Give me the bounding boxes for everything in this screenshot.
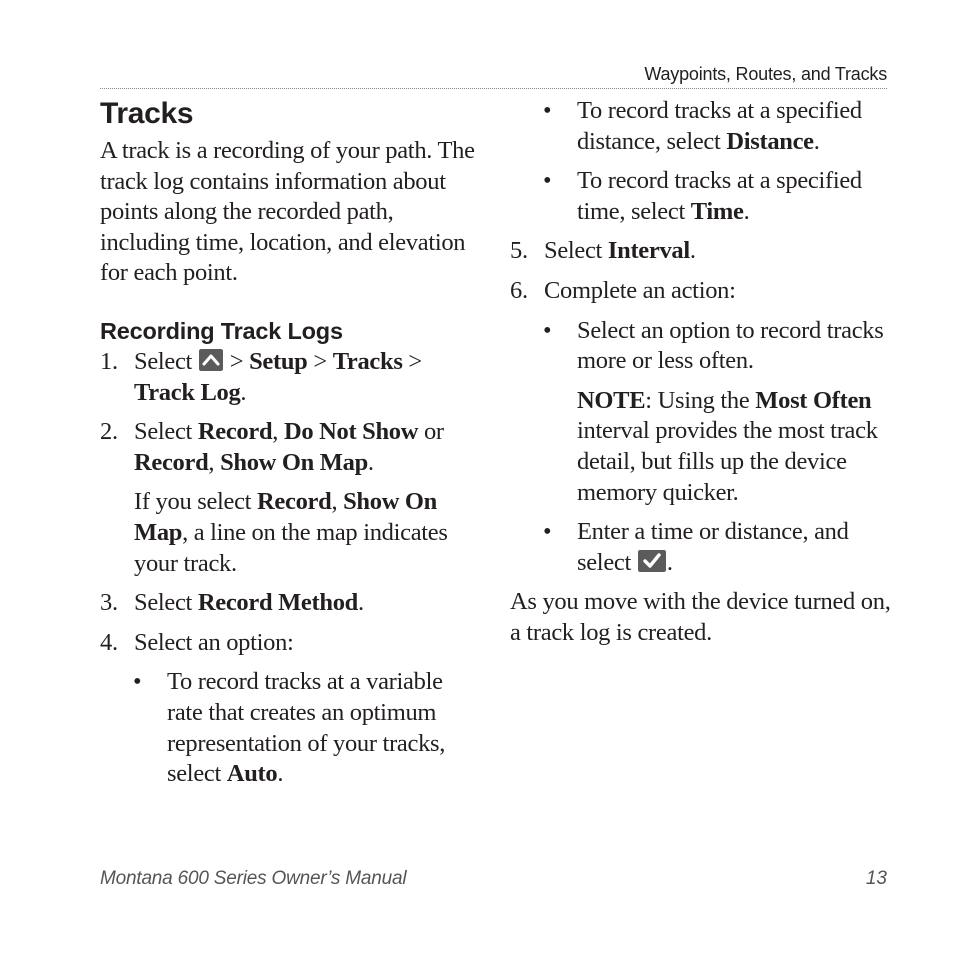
section-heading: Recording Track Logs bbox=[100, 317, 343, 344]
header-rule bbox=[100, 88, 887, 89]
note-paragraph: NOTE: Using the Most Often interval provides the most track detail, but fills up the device memory quicker. bbox=[577, 386, 878, 506]
intro-paragraph: A track is a recording of your path. The track log contains information about points along the recorded path, including time, location, and elevation for each point. bbox=[100, 137, 475, 287]
closing-paragraph: As you move with the device turned on, a track log is created. bbox=[510, 588, 891, 646]
up-arrow-menu-icon bbox=[199, 349, 223, 371]
step-6: 6. Complete an action: bbox=[510, 276, 736, 304]
running-header: Waypoints, Routes, and Tracks bbox=[644, 64, 887, 84]
step-2-note: If you select Record, Show On Map, a line on the map indicates your track. bbox=[134, 488, 448, 577]
page-title: Tracks bbox=[100, 97, 194, 130]
step-2: 2. Select Record, Do Not Show or Record, Show On Map. bbox=[100, 418, 444, 476]
step-1: 1. Select > Setup > Tracks > Track Log. bbox=[100, 347, 422, 406]
footer-manual-title: Montana 600 Series Owner’s Manual bbox=[100, 868, 407, 889]
step-3: 3. Select Record Method. bbox=[100, 589, 364, 617]
page-number: 13 bbox=[865, 868, 887, 889]
left-column bbox=[100, 96, 475, 790]
checkmark-icon bbox=[638, 550, 666, 572]
right-column bbox=[510, 96, 895, 649]
bullet-distance: • To record tracks at a specified distance, select Distance. bbox=[543, 97, 862, 155]
bullet-time: • To record tracks at a specified time, select Time. bbox=[543, 167, 862, 225]
step-5: 5. Select Interval. bbox=[510, 237, 696, 265]
bullet-auto: • To record tracks at a variable rate that creates an optimum representation of your tracks, select Auto. bbox=[133, 668, 446, 788]
bullet-enter-time: • Enter a time or distance, and select . bbox=[543, 518, 849, 576]
bullet-record-often: • Select an option to record tracks more or less often. bbox=[543, 316, 884, 375]
step-4: 4. Select an option: bbox=[100, 628, 294, 656]
